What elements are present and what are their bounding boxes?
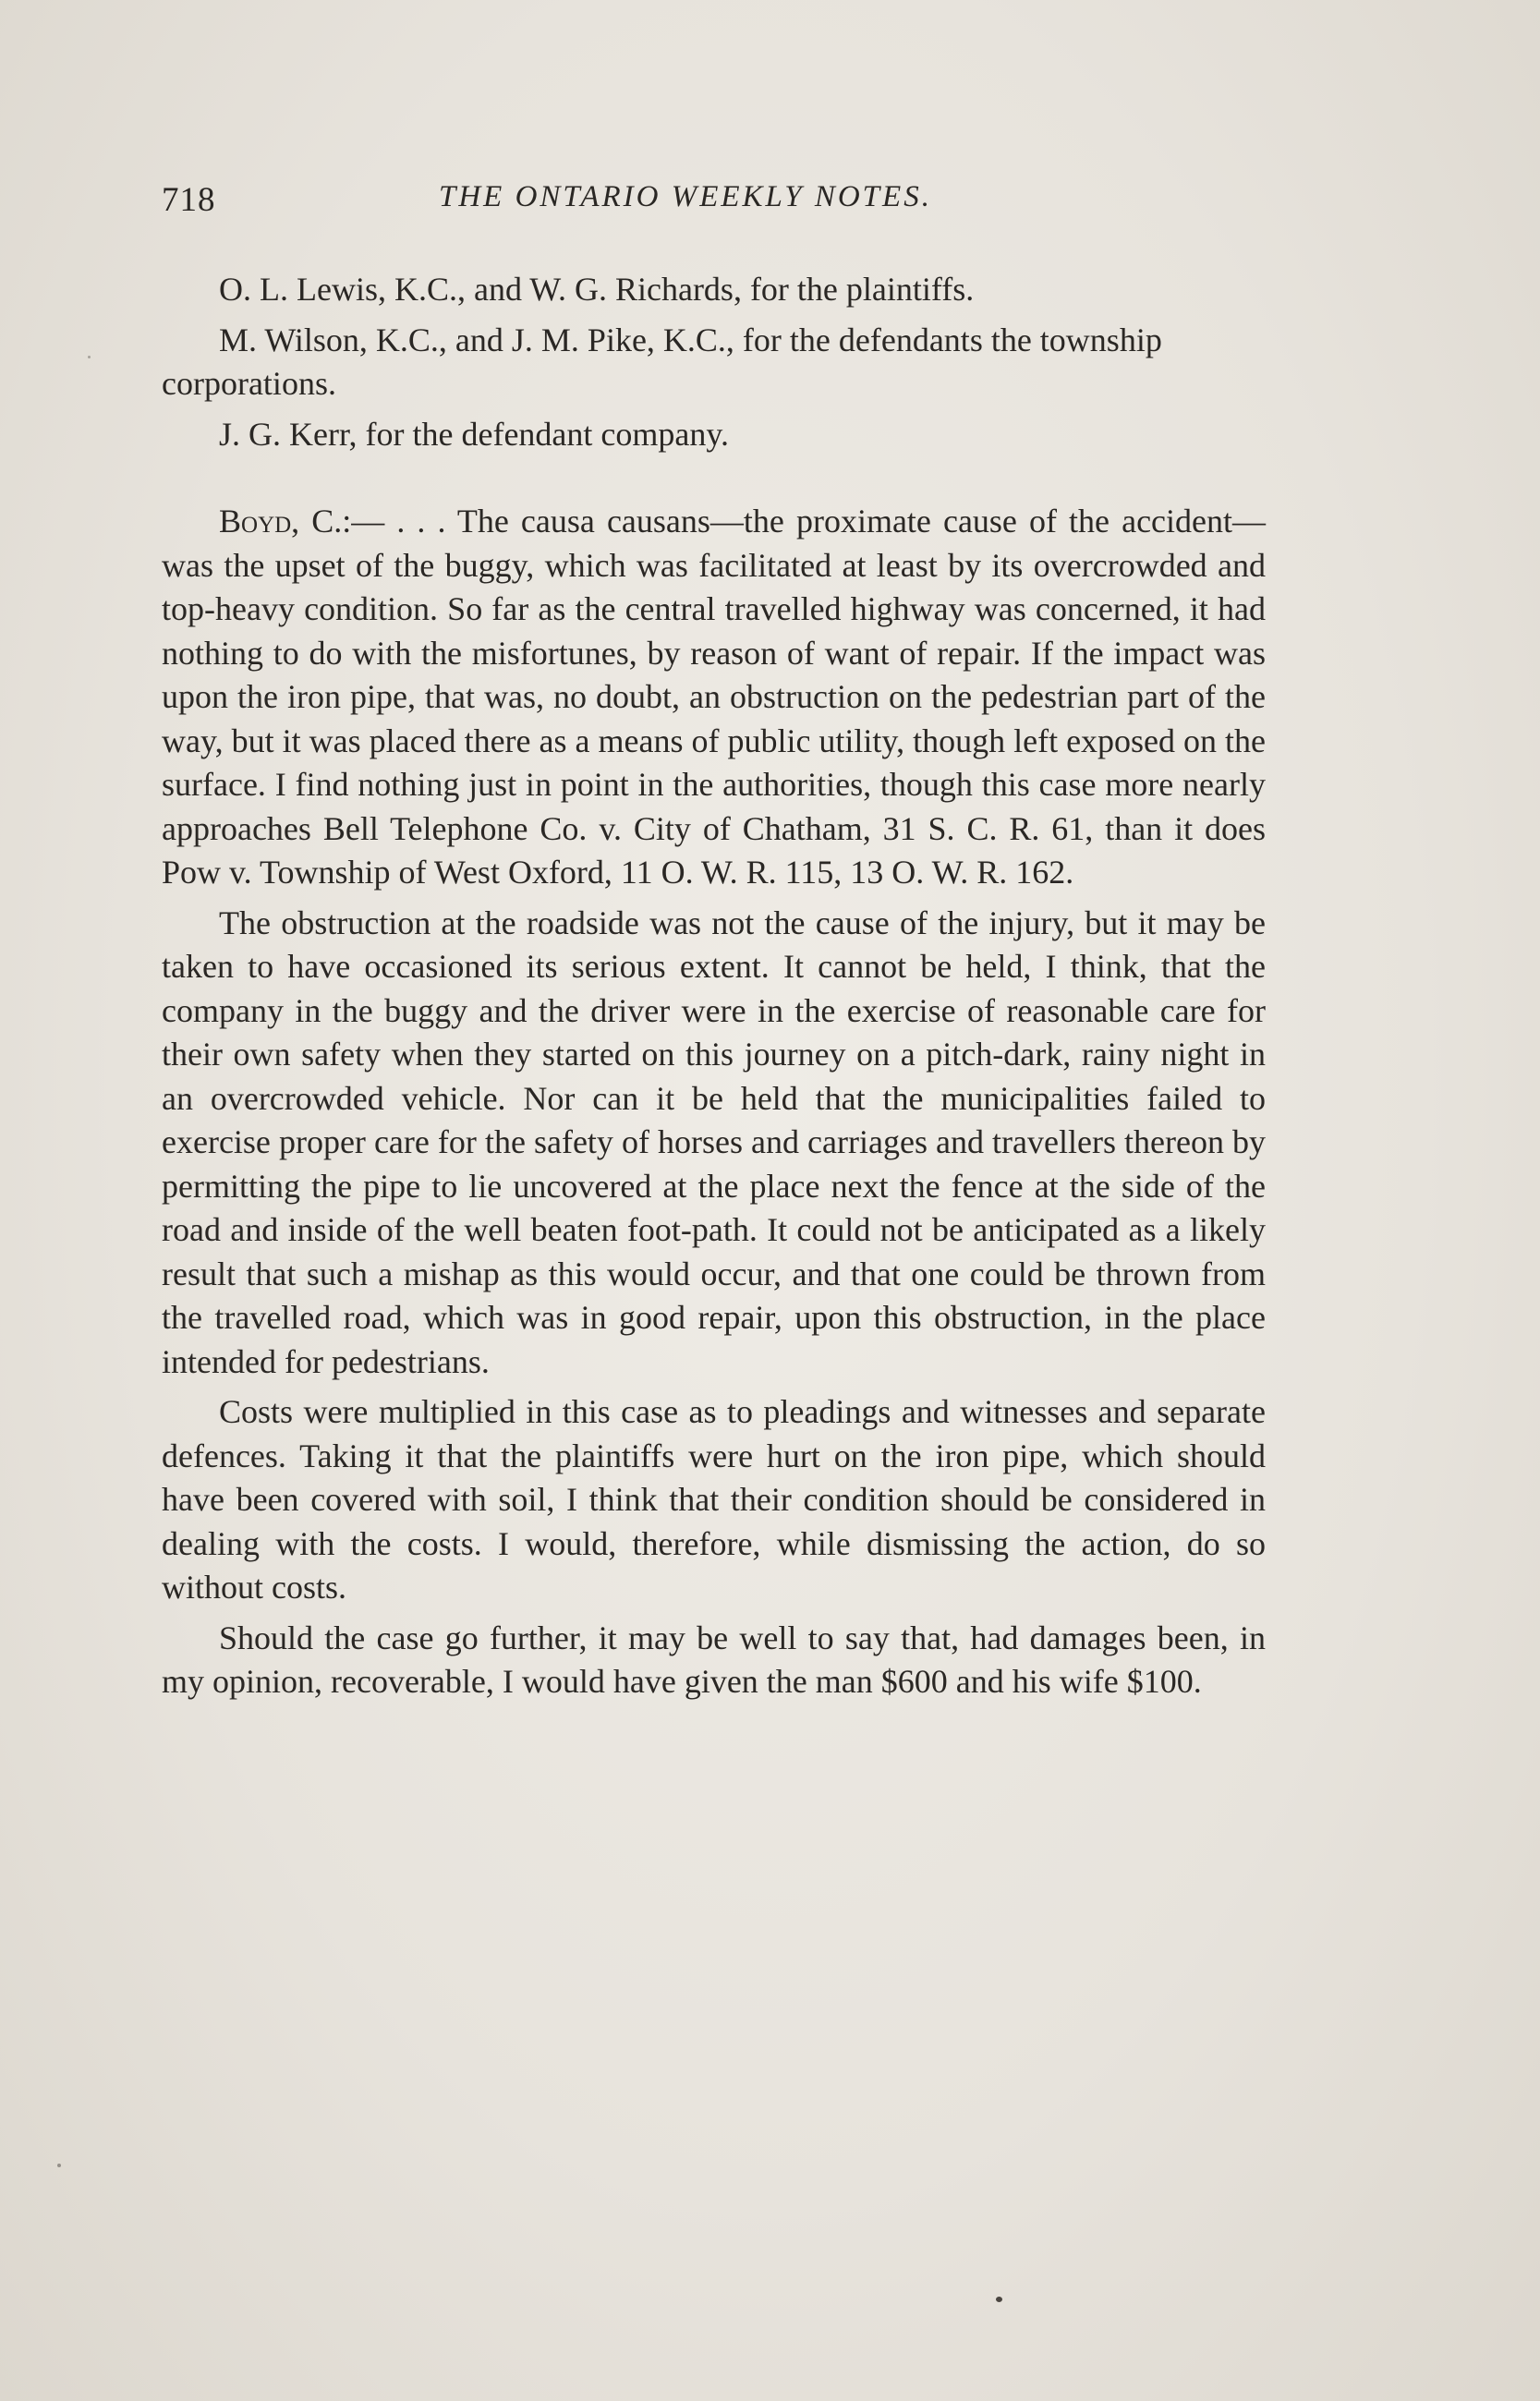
judgment-opening-paragraph [162, 500, 1266, 895]
counsel-line-plaintiffs: O. L. Lewis, K.C., and W. G. Richards, for the plaintiffs. [219, 271, 975, 308]
page-number: 718 [162, 181, 216, 219]
judgment-opening-text: :— . . . The causa causans—the proximate cause of the accident—was the upset of the buggy, which was facilitated at least by its overcrowded and top-heavy condition. So far as the central travelled highway was concerned, it had nothing to do with the misfortunes, by reason of want of repair. If the impact was upon the iron pipe, that was, no doubt, an obstruction on the pedestrian part of the way, but it was placed there as a means of public utility, though left exposed on the surface. I find nothing just in point in the authorities, though this case more nearly approaches Bell Telephone Co. v. City of Chatham, 31 S. C. R. 61, than it does Pow v. Township of West Oxford, 11 O. W. R. 115, 13 O. W. R. 162. [162, 503, 1267, 891]
section-spacer [162, 463, 1266, 500]
judgment-paragraph: The obstruction at the roadside was not the cause of the injury, but it may be taken to have occasioned its serious extent. It cannot be held, I think, that the company in the buggy and the driver were in the exercise of reasonable care for their own safety when they started on this journey on a pitch-dark, rainy night in an overcrowded vehicle. Nor can it be held that the municipalities failed to exercise proper care for the safety of horses and carriages and travellers thereon by permitting the pipe to lie uncovered at the place next the fence at the side of the road and inside of the well beaten foot-path. It could not be anticipated as a likely result that such a mishap as this would occur, and that one could be thrown from the travelled road, which was in good repair, upon this obstruction, in the place intended for pedestrians. [162, 903, 1266, 1380]
page-body [162, 268, 1266, 1711]
paper-speck [88, 356, 91, 358]
page-header [162, 180, 1270, 226]
counsel-line-company: J. G. Kerr, for the defendant company. [219, 415, 730, 453]
paper-speck [996, 2297, 1002, 2302]
running-head: THE ONTARIO WEEKLY NOTES. [439, 180, 932, 213]
counsel-line-township: M. Wilson, K.C., and J. M. Pike, K.C., for the defendants the township corporations. [162, 321, 1162, 402]
paper-speck [57, 2164, 61, 2167]
judgment-paragraph: Costs were multiplied in this case as to pleadings and witnesses and separate defences. Taking it that the plaintiffs were hurt on the iron pipe, which should have been covered with soil, I think that their condition should be considered in dealing with the costs. I would, therefore, while dismissing the action, do so without costs. [162, 1393, 1266, 1606]
judgment-paragraph: Should the case go further, it may be well to say that, had damages been, in my opinion, recoverable, I would have given the man $600 and his wife $100. [162, 1619, 1266, 1700]
judge-name: Boyd, C. [219, 503, 343, 540]
